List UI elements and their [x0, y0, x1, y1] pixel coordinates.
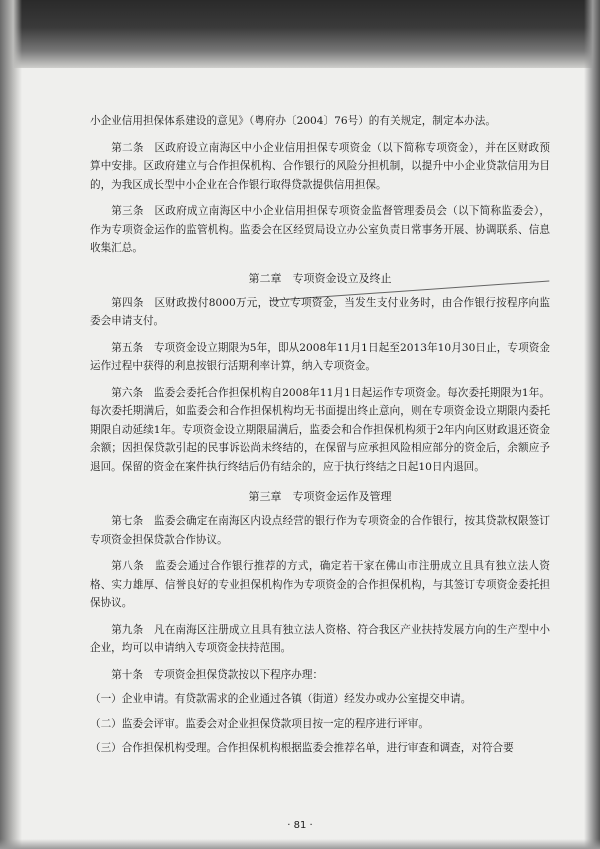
- procedure-item-3: （三）合作担保机构受理。合作担保机构根据监委会推荐名单，进行审查和调查，对符合要: [90, 742, 514, 754]
- procedure-item-2: （二）监委会评审。监委会对企业担保贷款项目按一定的程序进行评审。: [90, 717, 429, 730]
- page-number: · 81 ·: [287, 820, 313, 831]
- article-4: 第四条 区财政拨付8000万元，设立专项资金，当发生支付业务时，由合作银行按程序向监委会申请支付。: [90, 296, 550, 327]
- article-2: 第二条 区政府设立南海区中小企业信用担保专项资金（以下简称专项资金），并在区财政预算中安排。区政府建立与合作担保机构、合作银行的风险分担机制，以提升中小企业贷款信用为目的，为我区成长型中小企业在合作银行取得贷款提供信用担保。: [90, 141, 550, 191]
- article-10: 第十条 专项资金担保贷款按以下程序办理：: [111, 668, 324, 681]
- article-8: 第八条 监委会通过合作银行推荐的方式，确定若干家在佛山市注册成立且具有独立法人资格、实力雄厚、信誉良好的专业担保机构作为专项资金的合作担保机构，与其签订专项资金委托担保协议。: [90, 560, 550, 609]
- procedure-item-1: （一）企业申请。有贷款需求的企业通过各镇（街道）经发办或办公室提交申请。: [90, 693, 472, 705]
- article-6: 第六条 监委会委托合作担保机构自2008年11月1日起运作专项资金。每次委托期限为1年。每次委托期满后，如监委会和合作担保机构均无书面提出终止意向，则在专项资金设立期限内委托期限自动延续1年。专项资金设立期限届满后，监委会和合作担保机构须于2年内向区财政退还资金余额；因担保贷款引起的民事诉讼尚未终结的，在保留与应承担风险相应部分的资金后，余额应予退回。保留的资金在案件执行终结后仍有结余的，应于执行终结之日起10日内退回。: [90, 386, 550, 473]
- article-3: 第三条 区政府成立南海区中小企业信用担保专项资金监督管理委员会（以下简称监委会），作为专项资金运作的监管机构。监委会在区经贸局设立办公室负责日常事务开展、协调联系、信息收集汇总。: [90, 205, 550, 254]
- opening-line: 小企业信用担保体系建设的意见》（粤府办〔2004〕76号）的有关规定，制定本办法。: [90, 115, 496, 127]
- scan-shadow-top: [0, 0, 600, 68]
- scan-shadow-bottom: [0, 839, 600, 849]
- article-9: 第九条 凡在南海区注册成立且具有独立法人资格、符合我区产业扶持发展方向的生产型中小企业，均可以申请纳入专项资金扶持范围。: [90, 623, 550, 654]
- article-7: 第七条 监委会确定在南海区内设点经营的银行作为专项资金的合作银行，按其贷款权限签订专项资金担保贷款合作协议。: [90, 515, 550, 546]
- chapter-3-heading: 第三章 专项资金运作及管理: [248, 490, 392, 503]
- chapter-2-heading: 第二章 专项资金设立及终止: [248, 271, 392, 285]
- scan-shadow-left: [0, 0, 22, 849]
- document-body: [90, 112, 550, 758]
- scan-shadow-right: [584, 0, 600, 849]
- article-5: 第五条 专项资金设立期限为5年，即从2008年11月1日起至2013年10月30日止，专项资金运作过程中获得的利息按银行活期利率计算，纳入专项资金。: [90, 341, 550, 372]
